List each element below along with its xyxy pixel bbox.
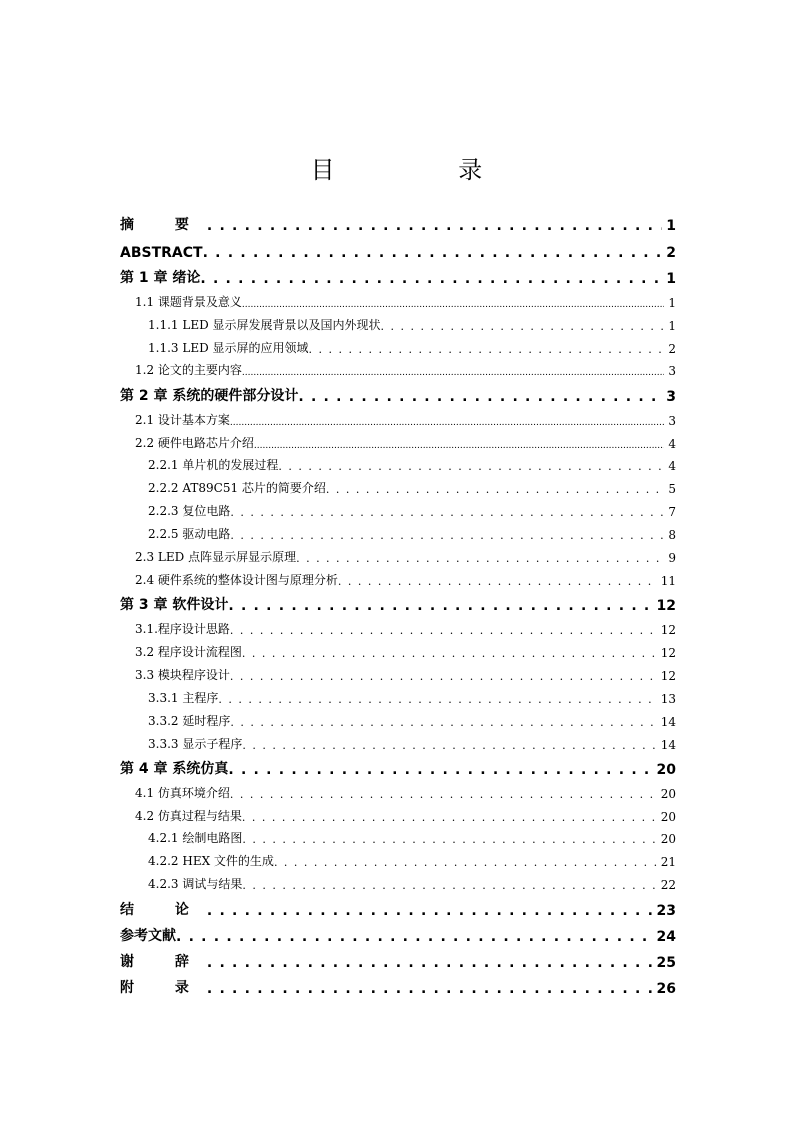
toc-entry-page: 9 xyxy=(664,551,676,565)
toc-entry-abstract-en[interactable] xyxy=(120,234,676,260)
toc-entry-references[interactable] xyxy=(120,919,676,945)
toc-entry-label: 2.4 硬件系统的整体设计图与原理分析 xyxy=(120,571,338,588)
toc-entry-page: 14 xyxy=(657,738,676,752)
leader-dots xyxy=(242,368,664,378)
leader-dots xyxy=(298,389,662,405)
toc-entry-label: 3.2 程序设计流程图 xyxy=(120,643,242,660)
leader-dots xyxy=(338,575,657,588)
leader-dots xyxy=(207,903,653,919)
leader-dots xyxy=(326,483,664,496)
toc-entry-1-2[interactable] xyxy=(120,356,676,379)
leader-dots xyxy=(242,833,656,846)
toc-entry-page: 23 xyxy=(653,903,676,919)
toc-entry-3-3-2[interactable] xyxy=(120,706,676,729)
toc-entry-chapter-1[interactable] xyxy=(120,261,676,287)
toc-entry-4-2[interactable] xyxy=(120,801,676,824)
toc-entry-page: 25 xyxy=(653,955,676,971)
toc-entry-label: 第 3 章 软件设计 xyxy=(120,594,228,614)
leader-dots xyxy=(230,716,656,729)
toc-entry-label: 第 2 章 系统的硬件部分设计 xyxy=(120,385,298,405)
page-title: 目 录 xyxy=(310,156,541,184)
toc-entry-label: 4.1 仿真环境介绍 xyxy=(120,784,230,801)
toc-entry-label: ABSTRACT xyxy=(120,244,203,261)
leader-dots xyxy=(228,762,652,778)
toc-entry-label: 2.2.3 复位电路 xyxy=(120,502,230,519)
leader-dots xyxy=(230,418,664,428)
toc-entry-3-1[interactable] xyxy=(120,614,676,637)
toc-entry-page: 1 xyxy=(662,218,676,234)
toc-entry-page: 4 xyxy=(664,459,676,473)
leader-dots xyxy=(203,245,663,261)
toc-entry-label: 1.1.3 LED 显示屏的应用领域 xyxy=(120,339,309,356)
toc-entry-label: 2.2.1 单片机的发展过程 xyxy=(120,456,278,473)
toc-entry-page: 1 xyxy=(664,319,676,333)
leader-dots xyxy=(242,811,657,824)
toc-entry-4-1[interactable] xyxy=(120,778,676,801)
toc-entry-label: 2.3 LED 点阵显示屏显示原理 xyxy=(120,548,296,565)
toc-entry-label: 2.2.2 AT89C51 芯片的简要介绍 xyxy=(120,479,326,496)
toc-entry-label: 4.2.1 绘制电路图 xyxy=(120,829,242,846)
toc-entry-label: 2.2.5 驱动电路 xyxy=(120,525,230,542)
toc-entry-conclusion[interactable] xyxy=(120,892,676,918)
toc-entry-label: 参考文献 xyxy=(120,925,176,945)
toc-entry-appendix[interactable] xyxy=(120,971,676,997)
toc-entry-2-2-3[interactable] xyxy=(120,496,676,519)
toc-entry-2-2-5[interactable] xyxy=(120,519,676,542)
leader-dots xyxy=(207,955,653,971)
toc-entry-abstract-cn[interactable] xyxy=(120,208,676,234)
toc-entry-page: 26 xyxy=(653,981,676,997)
toc-entry-3-3-3[interactable] xyxy=(120,729,676,752)
leader-dots xyxy=(242,647,657,660)
leader-dots xyxy=(230,624,657,637)
leader-dots xyxy=(242,879,656,892)
toc-entry-page: 1 xyxy=(664,296,676,310)
leader-dots xyxy=(309,343,665,356)
leader-dots xyxy=(200,271,662,287)
leader-dots xyxy=(274,856,657,869)
toc-entry-1-1[interactable] xyxy=(120,287,676,310)
leader-dots xyxy=(218,693,656,706)
leader-dots xyxy=(230,670,657,683)
toc-entry-1-1-3[interactable] xyxy=(120,333,676,356)
toc-entry-page: 14 xyxy=(657,715,676,729)
toc-entry-4-2-3[interactable] xyxy=(120,869,676,892)
toc-entry-label: 谢 辞 xyxy=(120,951,207,971)
toc-entry-label: 3.3.1 主程序 xyxy=(120,689,218,706)
leader-dots xyxy=(230,529,664,542)
toc-entry-page: 13 xyxy=(657,692,676,706)
toc-entry-page: 5 xyxy=(664,482,676,496)
toc-entry-page: 1 xyxy=(662,271,676,287)
toc-entry-label: 1.2 论文的主要内容 xyxy=(120,361,242,378)
toc-entry-label: 第 1 章 绪论 xyxy=(120,267,200,287)
toc-entry-2-1[interactable] xyxy=(120,405,676,428)
leader-dots xyxy=(207,218,662,234)
toc-entry-chapter-2[interactable] xyxy=(120,378,676,404)
toc-entry-page: 12 xyxy=(657,646,676,660)
toc-entry-page: 2 xyxy=(662,245,676,261)
toc-entry-label: 4.2.3 调试与结果 xyxy=(120,875,242,892)
table-of-contents xyxy=(120,208,676,997)
toc-entry-2-3[interactable] xyxy=(120,542,676,565)
toc-entry-label: 1.1.1 LED 显示屏发展背景以及国内外现状 xyxy=(120,316,381,333)
toc-entry-label: 3.1.程序设计思路 xyxy=(120,620,230,637)
leader-dots xyxy=(381,320,665,333)
leader-dots xyxy=(230,506,664,519)
toc-entry-label: 1.1 课题背景及意义 xyxy=(120,293,242,310)
toc-entry-page: 3 xyxy=(664,414,676,428)
leader-dots xyxy=(254,441,664,451)
leader-dots xyxy=(278,460,664,473)
toc-entry-4-2-1[interactable] xyxy=(120,824,676,847)
toc-entry-label: 4.2.2 HEX 文件的生成 xyxy=(120,852,274,869)
toc-entry-label: 4.2 仿真过程与结果 xyxy=(120,807,242,824)
toc-entry-label: 3.3.3 显示子程序 xyxy=(120,735,242,752)
leader-dots xyxy=(230,788,657,801)
toc-entry-label: 2.2 硬件电路芯片介绍 xyxy=(120,434,254,451)
leader-dots xyxy=(242,739,656,752)
toc-entry-page: 12 xyxy=(657,669,676,683)
leader-dots xyxy=(228,598,652,614)
toc-entry-page: 2 xyxy=(664,342,676,356)
leader-dots xyxy=(207,981,653,997)
leader-dots xyxy=(242,300,664,310)
toc-entry-page: 24 xyxy=(653,929,676,945)
toc-entry-2-2-1[interactable] xyxy=(120,451,676,474)
toc-entry-page: 3 xyxy=(664,364,676,378)
toc-entry-page: 7 xyxy=(664,505,676,519)
toc-entry-page: 20 xyxy=(653,762,676,778)
toc-entry-chapter-4[interactable] xyxy=(120,752,676,778)
toc-entry-3-2[interactable] xyxy=(120,637,676,660)
toc-entry-4-2-2[interactable] xyxy=(120,846,676,869)
toc-entry-2-2[interactable] xyxy=(120,428,676,451)
toc-entry-page: 12 xyxy=(653,598,676,614)
toc-entry-label: 结 论 xyxy=(120,899,207,919)
leader-dots xyxy=(176,929,653,945)
toc-entry-page: 12 xyxy=(657,623,676,637)
toc-entry-page: 20 xyxy=(657,787,676,801)
toc-entry-label: 2.1 设计基本方案 xyxy=(120,411,230,428)
toc-entry-page: 21 xyxy=(657,855,676,869)
toc-entry-page: 3 xyxy=(662,389,676,405)
toc-entry-3-3-1[interactable] xyxy=(120,683,676,706)
toc-entry-label: 3.3.2 延时程序 xyxy=(120,712,230,729)
toc-entry-page: 20 xyxy=(657,832,676,846)
toc-entry-page: 8 xyxy=(664,528,676,542)
toc-entry-chapter-3[interactable] xyxy=(120,588,676,614)
leader-dots xyxy=(296,552,664,565)
toc-entry-1-1-1[interactable] xyxy=(120,310,676,333)
toc-entry-label: 摘 要 xyxy=(120,214,207,234)
toc-entry-2-2-2[interactable] xyxy=(120,473,676,496)
toc-entry-page: 11 xyxy=(657,574,676,588)
toc-entry-page: 4 xyxy=(664,437,676,451)
toc-entry-2-4[interactable] xyxy=(120,565,676,588)
toc-entry-label: 附 录 xyxy=(120,977,207,997)
toc-entry-3-3[interactable] xyxy=(120,660,676,683)
toc-entry-page: 20 xyxy=(657,810,676,824)
toc-entry-page: 22 xyxy=(657,878,676,892)
toc-entry-label: 第 4 章 系统仿真 xyxy=(120,758,228,778)
toc-entry-acknowledgements[interactable] xyxy=(120,945,676,971)
toc-entry-label: 3.3 模块程序设计 xyxy=(120,666,230,683)
